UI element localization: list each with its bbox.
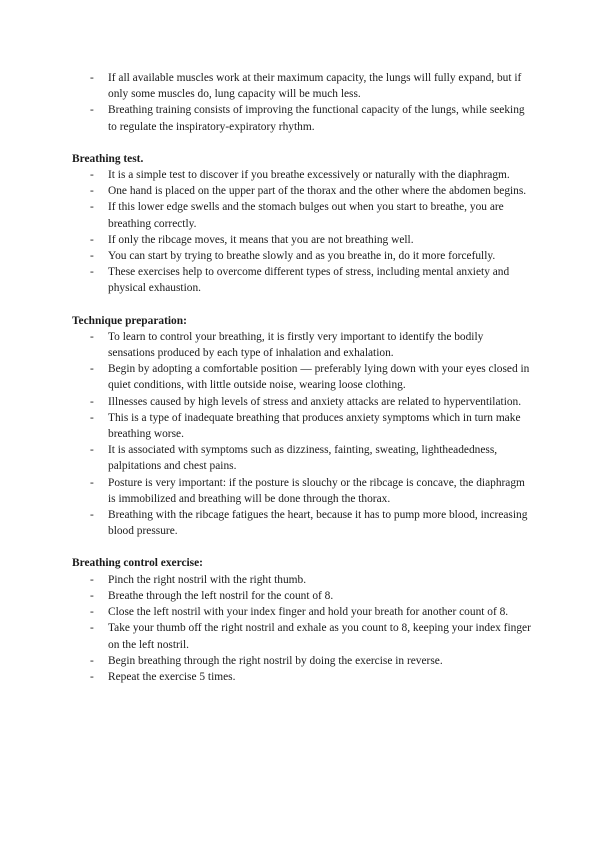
list-item-text: Posture is very important: if the posture is slouchy or the ribcage is concave, the diaphragm is immobilized and breathing will be done through the thorax.	[108, 476, 525, 505]
dash-bullet: -	[90, 589, 94, 602]
list-item-text: If only the ribcage moves, it means that you are not breathing well.	[108, 233, 414, 246]
list-item	[72, 183, 532, 199]
list-item-text: It is associated with symptoms such as dizziness, fainting, sweating, lightheadedness, palpitations and chest pains.	[108, 444, 498, 473]
dash-bullet: -	[90, 72, 94, 84]
dash-bullet: -	[90, 509, 94, 522]
list-item	[72, 442, 532, 474]
list-item	[72, 653, 532, 669]
list-item-text: Close the left nostril with your index finger and hold your breath for another count of 8.	[108, 606, 509, 619]
list-item	[72, 248, 532, 264]
list-item	[72, 264, 532, 296]
document-body	[72, 70, 532, 685]
list-item	[72, 588, 532, 604]
list-item	[72, 410, 532, 442]
dash-bullet: -	[90, 395, 94, 408]
list-item	[72, 232, 532, 248]
dash-bullet: -	[90, 622, 94, 635]
breathing-test-section	[72, 151, 532, 297]
list-item	[72, 361, 532, 393]
list-item-text: If all available muscles work at their maximum capacity, the lungs will fully expand, but if only some muscles do, lung capacity will be much less.	[108, 72, 522, 101]
dash-bullet: -	[90, 169, 94, 182]
intro-list	[72, 70, 532, 135]
list-item	[72, 620, 532, 652]
list-item-text: Breathing training consists of improving the functional capacity of the lungs, while seeking to regulate the inspiratory-expiratory rhythm.	[108, 104, 525, 133]
intro-section	[72, 70, 532, 135]
list-item	[72, 394, 532, 410]
dash-bullet: -	[90, 573, 94, 586]
list-item	[72, 102, 532, 134]
dash-bullet: -	[90, 476, 94, 489]
dash-bullet: -	[90, 654, 94, 667]
dash-bullet: -	[90, 185, 94, 198]
dash-bullet: -	[90, 606, 94, 619]
breathing-test-list	[72, 167, 532, 297]
section-heading: Technique preparation:	[72, 314, 187, 327]
list-item-text: Begin by adopting a comfortable position — preferably lying down with your eyes closed in quiet conditions, with little outside noise, wearing loose clothing.	[108, 363, 530, 392]
list-item	[72, 329, 532, 361]
section-heading: Breathing control exercise:	[72, 557, 203, 570]
list-item	[72, 572, 532, 588]
list-item-text: You can start by trying to breathe slowly and as you breathe in, do it more forcefully.	[108, 250, 496, 263]
list-item	[72, 70, 532, 102]
list-item	[72, 199, 532, 231]
list-item-text: Repeat the exercise 5 times.	[108, 670, 236, 683]
list-item-text: To learn to control your breathing, it is firstly very important to identify the bodily sensations produced by each type of inhalation and exhalation.	[108, 330, 484, 360]
list-item-text: Illnesses caused by high levels of stress and anxiety attacks are related to hyperventilation.	[108, 395, 522, 408]
dash-bullet: -	[90, 330, 94, 343]
list-item-text: Pinch the right nostril with the right thumb.	[108, 573, 307, 586]
dash-bullet: -	[90, 411, 94, 424]
section-heading: Breathing test.	[72, 152, 144, 165]
technique-preparation-list	[72, 329, 532, 540]
list-item-text: It is a simple test to discover if you breathe excessively or naturally with the diaphragm.	[108, 169, 510, 182]
dash-bullet: -	[90, 363, 94, 376]
list-item	[72, 475, 532, 507]
list-item-text: Breathe through the left nostril for the count of 8.	[108, 589, 334, 602]
dash-bullet: -	[90, 266, 94, 279]
dash-bullet: -	[90, 444, 94, 457]
dash-bullet: -	[90, 233, 94, 246]
list-item-text: Take your thumb off the right nostril and exhale as you count to 8, keeping your index finger on the left nostril.	[108, 622, 531, 651]
dash-bullet: -	[90, 201, 94, 214]
dash-bullet: -	[90, 104, 94, 117]
breathing-control-exercise-section	[72, 555, 532, 685]
list-item-text: Breathing with the ribcage fatigues the heart, because it has to pump more blood, increasing blood pressure.	[108, 509, 528, 538]
list-item-text: This is a type of inadequate breathing that produces anxiety symptoms which in turn make breathing worse.	[108, 411, 521, 441]
list-item-text: If this lower edge swells and the stomach bulges out when you start to breathe, you are breathing correctly.	[108, 201, 504, 230]
list-item	[72, 669, 532, 685]
dash-bullet: -	[90, 670, 94, 683]
list-item	[72, 604, 532, 620]
breathing-control-list	[72, 572, 532, 685]
technique-preparation-section	[72, 313, 532, 540]
list-item	[72, 167, 532, 183]
list-item-text: Begin breathing through the right nostril by doing the exercise in reverse.	[108, 654, 443, 667]
list-item	[72, 507, 532, 539]
list-item-text: One hand is placed on the upper part of the thorax and the other where the abdomen begins.	[108, 185, 527, 198]
list-item-text: These exercises help to overcome different types of stress, including mental anxiety and physical exhaustion.	[108, 266, 510, 295]
dash-bullet: -	[90, 250, 94, 263]
